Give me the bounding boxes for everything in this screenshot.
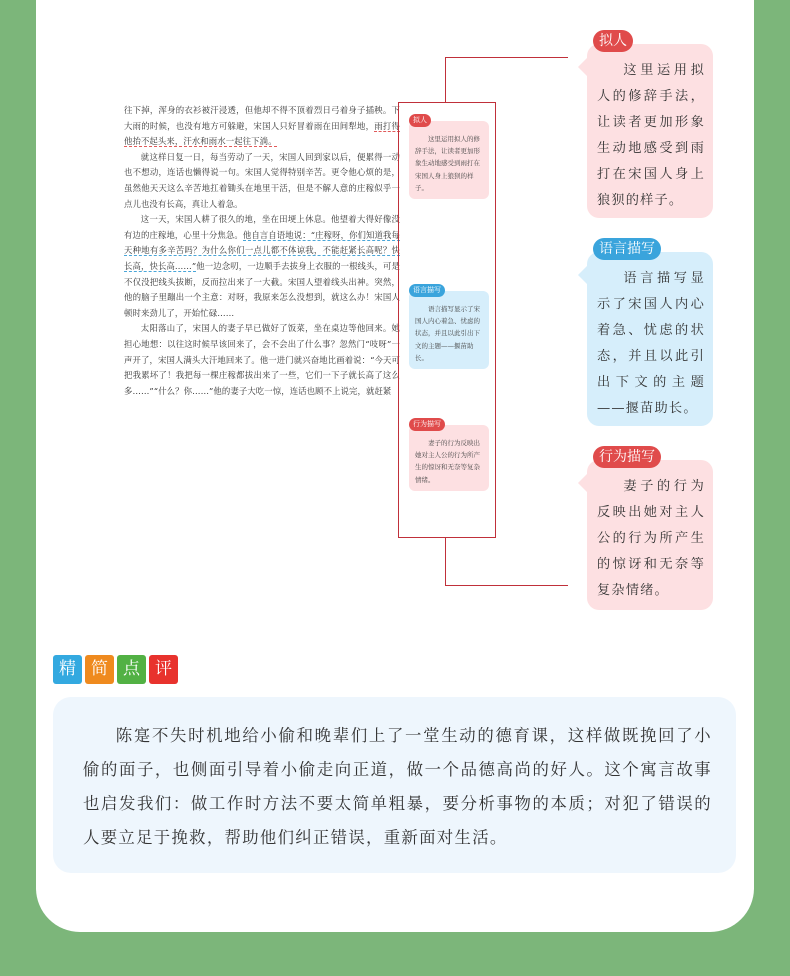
mini-note-text: 语言描写显示了宋国人内心着急、忧虑的状态，并且以此引出下文的主题——揠苗助长。 — [415, 305, 480, 362]
story-paragraph — [124, 150, 400, 212]
heading-char-tile: 评 — [149, 655, 178, 684]
story-paragraph — [124, 212, 400, 321]
section-heading-review — [53, 655, 178, 684]
story-text-segment: 这一天，宋国人耕了很久的地，坐在田埂上休息。他望着大得好像没有边的庄稼地，心里十分焦急。 — [124, 214, 400, 240]
annotation-column-frame — [398, 102, 496, 538]
note-tag: 语言描写 — [593, 238, 661, 260]
mini-note-text: 妻子的行为反映出她对主人公的行为所产生的惊讶和无奈等复杂情绪。 — [415, 439, 480, 484]
note-text: 语言描写显示了宋国人内心着急、忧虑的状态，并且以此引出下文的主题——揠苗助长。 — [597, 271, 705, 416]
story-text-segment: 他一边念叨，一边顺手去拔身上衣服的一根线头，可是不仅没把线头拔断，反而拉出来了一大截。宋国人望着线头出神。突然，他的脑子里蹦出一个主意：对呀，我原来怎么没想到，就这么办！宋国人顿时来劲儿了，开始忙碌…… — [124, 260, 400, 318]
story-text-segment: 雨打得他抬不起头来，汗水和雨水一起往下淌。 — [124, 120, 400, 147]
annotation-note — [587, 33, 713, 218]
mini-note-dialogue — [409, 286, 489, 369]
mini-note-text: 这里运用拟人的修辞手法，让读者更加形象生动地感受到雨打在宋国人身上狼狈的样子。 — [415, 135, 480, 192]
connector-line-bottom — [445, 538, 568, 586]
heading-char-tile: 精 — [53, 655, 82, 684]
story-text-segment: 太阳落山了，宋国人的妻子早已做好了饭菜，坐在桌边等他回来。她担心地想：以往这时候早该回来了，会不会出了什么事？忽然门“吱呀”一声开了，宋国人满头大汗地回来了。他一进门就兴奋地比画着说：“今天可把我累坏了！我把每一棵庄稼都拔出来了一些，它们一下子就长高了这么多……”“什么？你……”他的妻子大吃一惊，连话也顾不上说完，就赶紧 — [124, 323, 400, 396]
note-pointer — [578, 58, 587, 76]
mini-note-tag: 行为描写 — [409, 418, 445, 431]
mini-note-tag: 语言描写 — [409, 284, 445, 297]
note-text: 妻子的行为反映出她对主人公的行为所产生的惊讶和无奈等复杂情绪。 — [597, 479, 705, 598]
mini-note-tag: 拟人 — [409, 114, 431, 127]
note-tag: 拟人 — [593, 30, 633, 52]
story-text-segment: 就这样日复一日，每当劳动了一天，宋国人回到家以后，便累得一动也不想动，连话也懒得说一句。宋国人觉得特别辛苦。更令他心烦的是，虽然他天天这么辛苦地扛着锄头在地里干活，但是不解人意的庄稼似乎一点儿也没有长高，真让人着急。 — [124, 151, 400, 209]
story-text-segment: 往下掉，浑身的衣衫被汗浸透，但他却不得不顶着烈日弓着身子插秧。下大雨的时候，也没有地方可躲避，宋国人只好冒着雨在田间犁地， — [124, 105, 400, 131]
mini-note-action — [409, 420, 489, 491]
review-summary-text: 陈寔不失时机地给小偷和晚辈们上了一堂生动的德育课，这样做既挽回了小偷的面子，也侧面引导着小偷走向正道，做一个品德高尚的好人。这个寓言故事也启发我们：做工作时方法不要太简单粗暴，要分析事物的本质；对犯了错误的人要立足于挽救，帮助他们纠正错误，重新面对生活。 — [83, 726, 712, 847]
story-paragraph — [124, 103, 400, 150]
heading-char-tile: 简 — [85, 655, 114, 684]
annotation-note — [587, 241, 713, 426]
note-pointer — [578, 266, 587, 284]
review-summary-box — [53, 697, 736, 873]
note-text: 这里运用拟人的修辞手法，让读者更加形象生动地感受到雨打在宋国人身上狼狈的样子。 — [597, 63, 705, 208]
annotation-note — [587, 449, 713, 610]
story-page-thumbnail — [124, 103, 400, 523]
connector-line-top — [445, 57, 568, 103]
note-tag: 行为描写 — [593, 446, 661, 468]
heading-char-tile: 点 — [117, 655, 146, 684]
story-paragraph — [124, 321, 400, 399]
mini-note-personification — [409, 116, 489, 199]
story-text-segment: 他自言自语地说：“庄稼呀，你们知道我每天种地有多辛苦吗？为什么你们一点儿都不体谅我，不能赶紧长高呢？快长高，快长高……” — [124, 229, 400, 271]
note-pointer — [578, 474, 587, 492]
